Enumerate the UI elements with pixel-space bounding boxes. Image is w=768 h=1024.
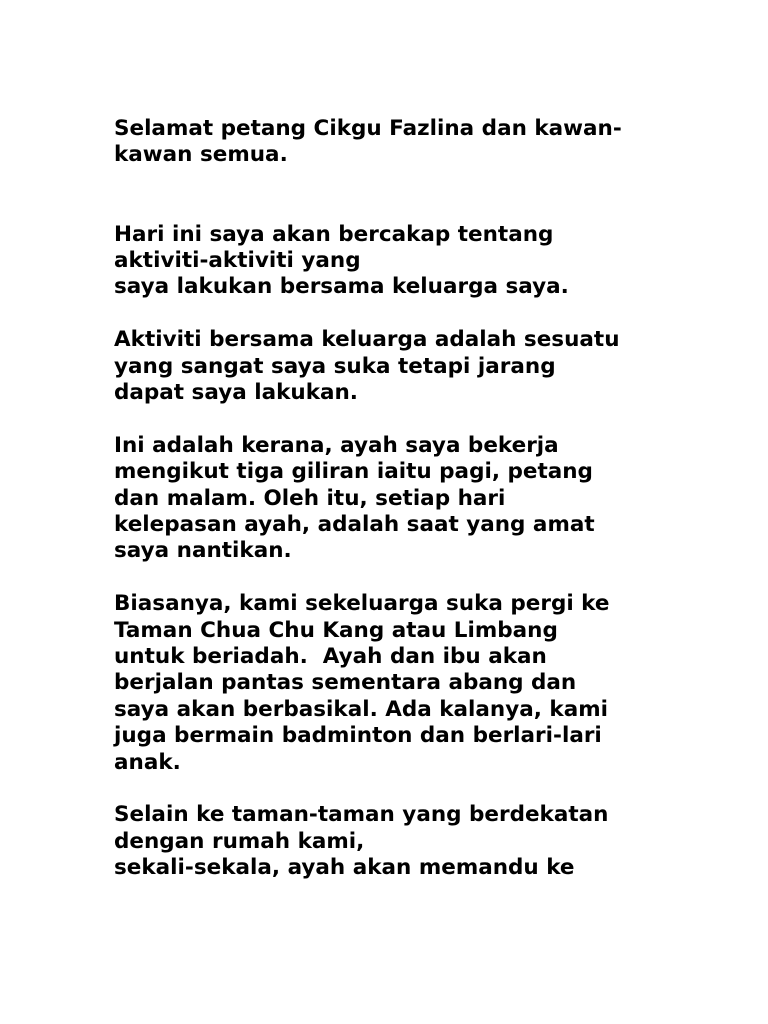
text-line: sekali-sekala, ayah akan memandu ke bbox=[114, 855, 575, 881]
text-line: anak. bbox=[114, 749, 181, 775]
text-line: juga bermain badminton dan berlari-lari bbox=[114, 723, 602, 749]
text-line: saya akan berbasikal. Ada kalanya, kami bbox=[114, 696, 608, 722]
text-line: Hari ini saya akan bercakap tentang bbox=[114, 221, 554, 247]
paragraph-park bbox=[114, 591, 734, 776]
text-line: saya lakukan bersama keluarga saya. bbox=[114, 274, 569, 300]
paragraph-intro bbox=[114, 222, 734, 301]
paragraph-spacer bbox=[114, 776, 734, 802]
document-page bbox=[114, 116, 734, 882]
text-line: saya nantikan. bbox=[114, 538, 292, 564]
text-line: aktiviti-aktiviti yang bbox=[114, 248, 361, 273]
text-line: yang sangat saya suka tetapi jarang bbox=[114, 353, 556, 379]
paragraph-greeting bbox=[114, 116, 734, 169]
text-line: Selain ke taman-taman yang berdekatan bbox=[114, 802, 609, 828]
text-line: mengikut tiga giliran iaitu pagi, petang bbox=[114, 459, 593, 485]
text-line: dan malam. Oleh itu, setiap hari bbox=[114, 485, 506, 511]
paragraph-nearby bbox=[114, 802, 734, 881]
text-line: kelepasan ayah, adalah saat yang amat bbox=[114, 512, 595, 538]
text-line: dapat saya lakukan. bbox=[114, 380, 358, 406]
paragraph-spacer bbox=[114, 565, 734, 591]
text-line: Ini adalah kerana, ayah saya bekerja bbox=[114, 432, 559, 458]
text-line: untuk beriadah. Ayah dan ibu akan bbox=[114, 644, 547, 670]
text-line: kawan semua. bbox=[114, 142, 288, 168]
text-line: berjalan pantas sementara abang dan bbox=[114, 670, 577, 696]
paragraph-activities bbox=[114, 327, 734, 406]
text-line: Taman Chua Chu Kang atau Limbang bbox=[114, 617, 558, 643]
text-line: dengan rumah kami, bbox=[114, 828, 365, 854]
paragraph-reason bbox=[114, 433, 734, 565]
text-line: Selamat petang Cikgu Fazlina dan kawan- bbox=[114, 116, 622, 141]
text-line: Aktiviti bersama keluarga adalah sesuatu bbox=[114, 327, 620, 353]
paragraph-spacer bbox=[114, 406, 734, 432]
paragraph-spacer bbox=[114, 301, 734, 327]
paragraph-spacer bbox=[114, 169, 734, 195]
text-line: Biasanya, kami sekeluarga suka pergi ke bbox=[114, 591, 610, 617]
paragraph-spacer bbox=[114, 195, 734, 221]
